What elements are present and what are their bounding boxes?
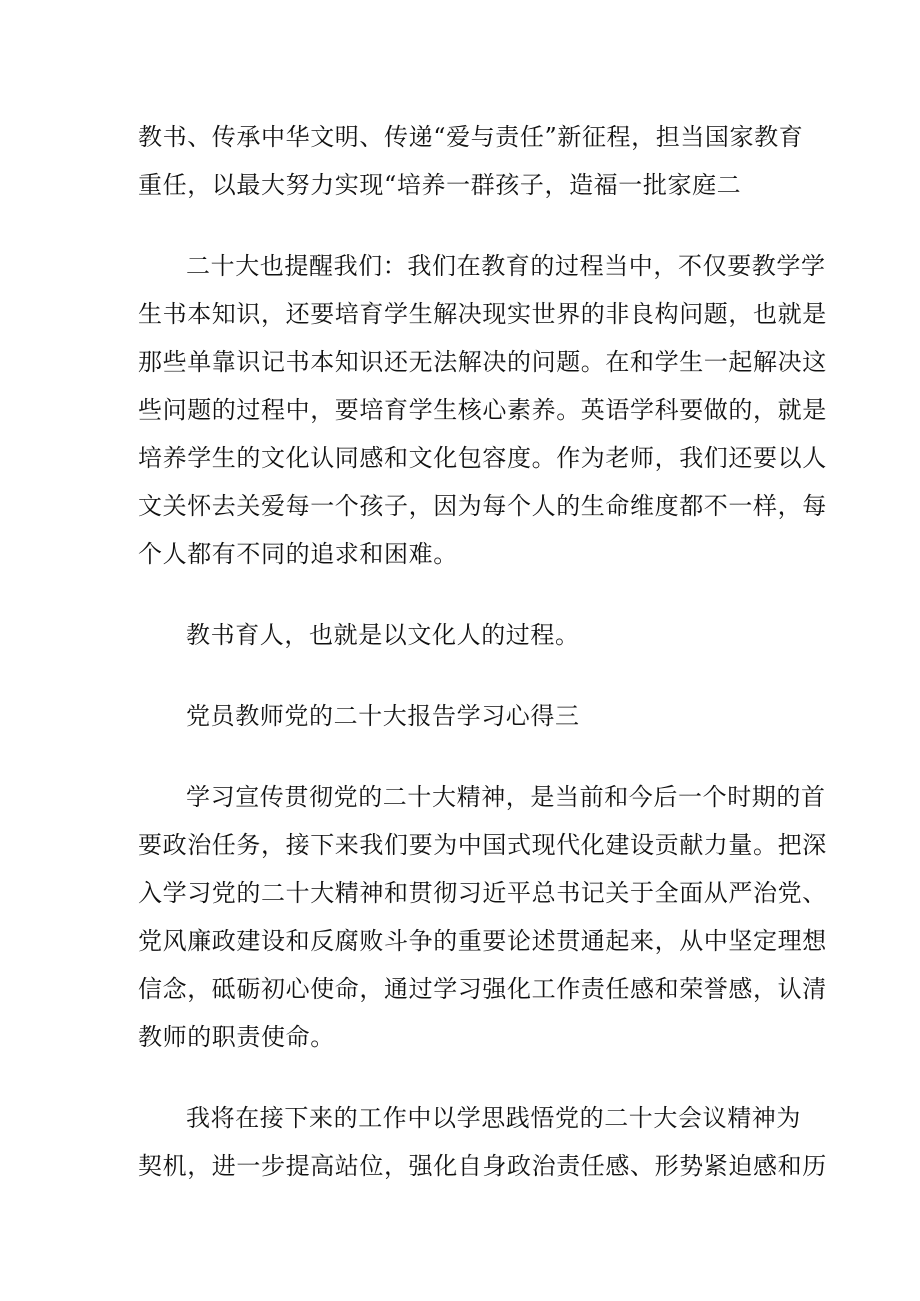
paragraph-4-line-3: 入学习党的二十大精神和贯彻习近平总书记关于全面从严治党、	[138, 879, 827, 907]
paragraph-4-line-2: 要政治任务，接下来我们要为中国式现代化建设贡献力量。把深	[138, 831, 827, 859]
paragraph-2-line-4: 些问题的过程中，要培育学生核心素养。英语学科要做的，就是	[138, 396, 827, 424]
paragraph-4-line-6: 教师的职责使命。	[138, 1023, 335, 1051]
section-heading: 党员教师党的二十大报告学习心得三	[186, 702, 580, 730]
paragraph-2-line-3: 那些单靠识记书本知识还无法解决的问题。在和学生一起解决这	[138, 348, 827, 376]
paragraph-2-line-6: 文关怀去关爱每一个孩子，因为每个人的生命维度都不一样，每	[138, 492, 827, 520]
paragraph-5-line-2: 契机，进一步提高站位，强化自身政治责任感、形势紧迫感和历	[138, 1152, 827, 1180]
paragraph-5-line-1: 我将在接下来的工作中以学思践悟党的二十大会议精神为	[186, 1104, 801, 1132]
paragraph-1-line-1: 教书、传承中华文明、传递“爱与责任”新征程，担当国家教育	[138, 123, 804, 151]
paragraph-2-line-5: 培养学生的文化认同感和文化包容度。作为老师，我们还要以人	[138, 444, 827, 472]
paragraph-4-line-1: 学习宣传贯彻党的二十大精神，是当前和今后一个时期的首	[186, 783, 826, 811]
paragraph-3-line-1: 教书育人，也就是以文化人的过程。	[186, 621, 580, 649]
paragraph-2-line-7: 个人都有不同的追求和困难。	[138, 540, 458, 568]
paragraph-1-line-2: 重任，以最大努力实现“培养一群孩子，造福一批家庭二	[138, 171, 742, 199]
paragraph-4-line-5: 信念，砥砺初心使命，通过学习强化工作责任感和荣誉感，认清	[138, 975, 827, 1003]
paragraph-4-line-4: 党风廉政建设和反腐败斗争的重要论述贯通起来，从中坚定理想	[138, 927, 827, 955]
paragraph-2-line-1: 二十大也提醒我们：我们在教育的过程当中，不仅要教学学	[186, 252, 826, 280]
paragraph-2-line-2: 生书本知识，还要培育学生解决现实世界的非良构问题，也就是	[138, 300, 827, 328]
